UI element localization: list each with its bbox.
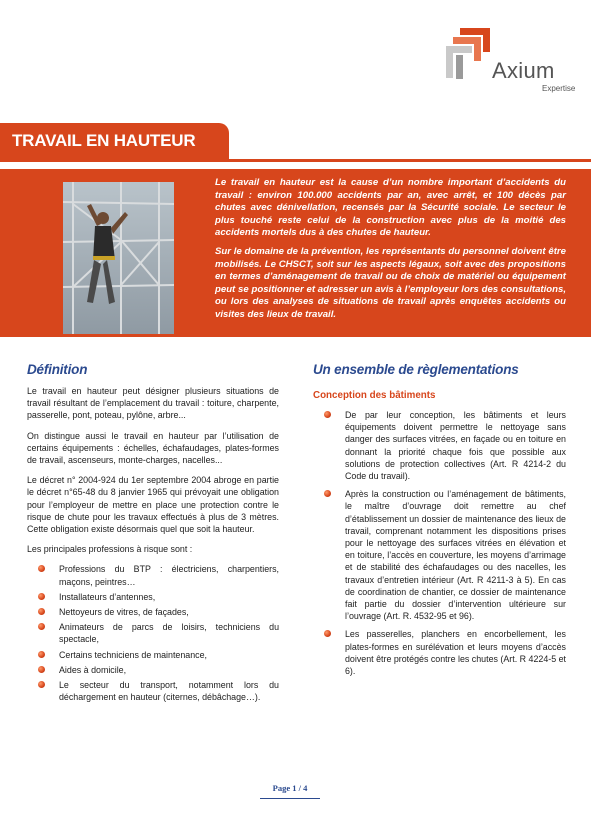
bullet-icon [324,630,331,637]
professions-list [27,563,279,703]
regulations-list [313,409,566,677]
bullet-icon [324,411,331,418]
definition-paragraph-4: Les principales professions à risque sont : [27,544,193,555]
list-item: Nettoyeurs de vitres, de façades, [27,606,279,618]
list-item: Professions du BTP : électriciens, charpentiers, maçons, peintres… [27,563,279,587]
list-item: Le secteur du transport, notamment lors du déchargement en hauteur (citernes, débâchage…). [27,679,279,703]
building-design-subheading: Conception des bâtiments [313,390,436,401]
worker-at-height-image [63,182,174,334]
definition-column [27,385,279,706]
bullet-icon [38,623,45,630]
title-rule [0,159,591,162]
list-item: Animateurs de parcs de loisirs, techniciens du spectacle, [27,621,279,645]
intro-text [215,177,566,328]
intro-paragraph-2: Sur le domaine de la prévention, les représentants du personnel doivent être mobilisés. Le CHSCT, soit sur les aspects légaux, soit avec des propositions en termes d’aménagement de travail ou de choix de matériel ou équipement peut se positionner et adresser un avis à l’employeur lors des consultations, ou lors des analyses de situations de travail après enquêtes accidents ou visites des lieux de travail. [215,245,566,320]
list-item: Aides à domicile, [27,664,279,676]
regulations-heading: Un ensemble de règlementations [313,362,519,377]
page-indicator [260,780,320,799]
bullet-icon [38,608,45,615]
list-item: Installateurs d’antennes, [27,591,279,603]
page-number: Page 1 / 4 [272,783,308,793]
list-item: Les passerelles, planchers en encorbellement, les plates-formes en surélévation et leurs moyens d’accès doivent être protégés contre les chutes (Art. R 4224-5 et 6). [313,628,566,677]
brand-tagline: Expertise [542,84,576,93]
definition-paragraph-3: Le décret n° 2004-924 du 1er septembre 2004 abroge en partie le décret n°65-48 du 8 janvier 1965 qui prévoyait une obligation pour l’employeur de mettre en place une protection contre le risque de chute pour les travaux effectués à plus de 3 mètres. Cette obligation existe désormais quel que soit la hauteur. [27,475,279,535]
bullet-icon [38,666,45,673]
definition-heading: Définition [27,362,88,377]
list-item: De par leur conception, les bâtiments et leurs équipements doivent permettre le nettoyage sans danger des surfaces vitrées, en façade ou en toiture en donnant la priorité chaque fois que possible aux solutions de protection collectives (Art. R 4214-2 du Code du travail). [313,409,566,482]
regulations-column [313,409,566,680]
page-title: TRAVAIL EN HAUTEUR [12,131,196,150]
axium-logo [446,28,576,98]
list-item: Après la construction ou l’aménagement de bâtiments, le maître d’ouvrage doit remettre au chef d’établissement un dossier de maintenance des lieux de travail, comprenant notamment les dispositions prises pour le nettoyage des surfaces vitrées en élévation et en toiture, l’accès en couverture, les moyens d’arrimage et de stabilité des échafaudages ou des nacelles, les travaux d’entretien intérieur (Art. R 4211-3 à 5). En cas de coordination de chantier, ce dossier de maintenance fait partie du dossier d’intervention ultérieure sur l’ouvrage (Art. R. 4532-95 et 96). [313,488,566,622]
definition-paragraph-1: Le travail en hauteur peut désigner plusieurs situations de travail résultant de l’emplacement du travail : toiture, charpente, passerelle, pont, poteau, pylône, arbre... [27,386,279,421]
bullet-icon [324,490,331,497]
intro-paragraph-1: Le travail en hauteur est la cause d’un nombre important d’accidents du travail : environ 100.000 accidents par an, avec arrêt, et 100 décès par chutes avec dénivellation, recensés par la Sécurité sociale. Le secteur le plus touché reste celui de la construction avec plus de la moitié des accidents mortels dus à des chutes de hauteur. [215,177,566,239]
definition-paragraph-2: On distingue aussi le travail en hauteur par l’utilisation de certains équipements : échelles, échafaudages, plates-formes de travail, ascenseurs, monte-charges, nacelles... [27,430,279,466]
bullet-icon [38,681,45,688]
brand-name: Axium [492,58,555,83]
axium-logo-mark-icon [446,28,490,82]
worker-photo [63,182,174,334]
bullet-icon [38,651,45,658]
bullet-icon [38,593,45,600]
title-tab [0,123,229,159]
list-item: Certains techniciens de maintenance, [27,649,279,661]
bullet-icon [38,565,45,572]
